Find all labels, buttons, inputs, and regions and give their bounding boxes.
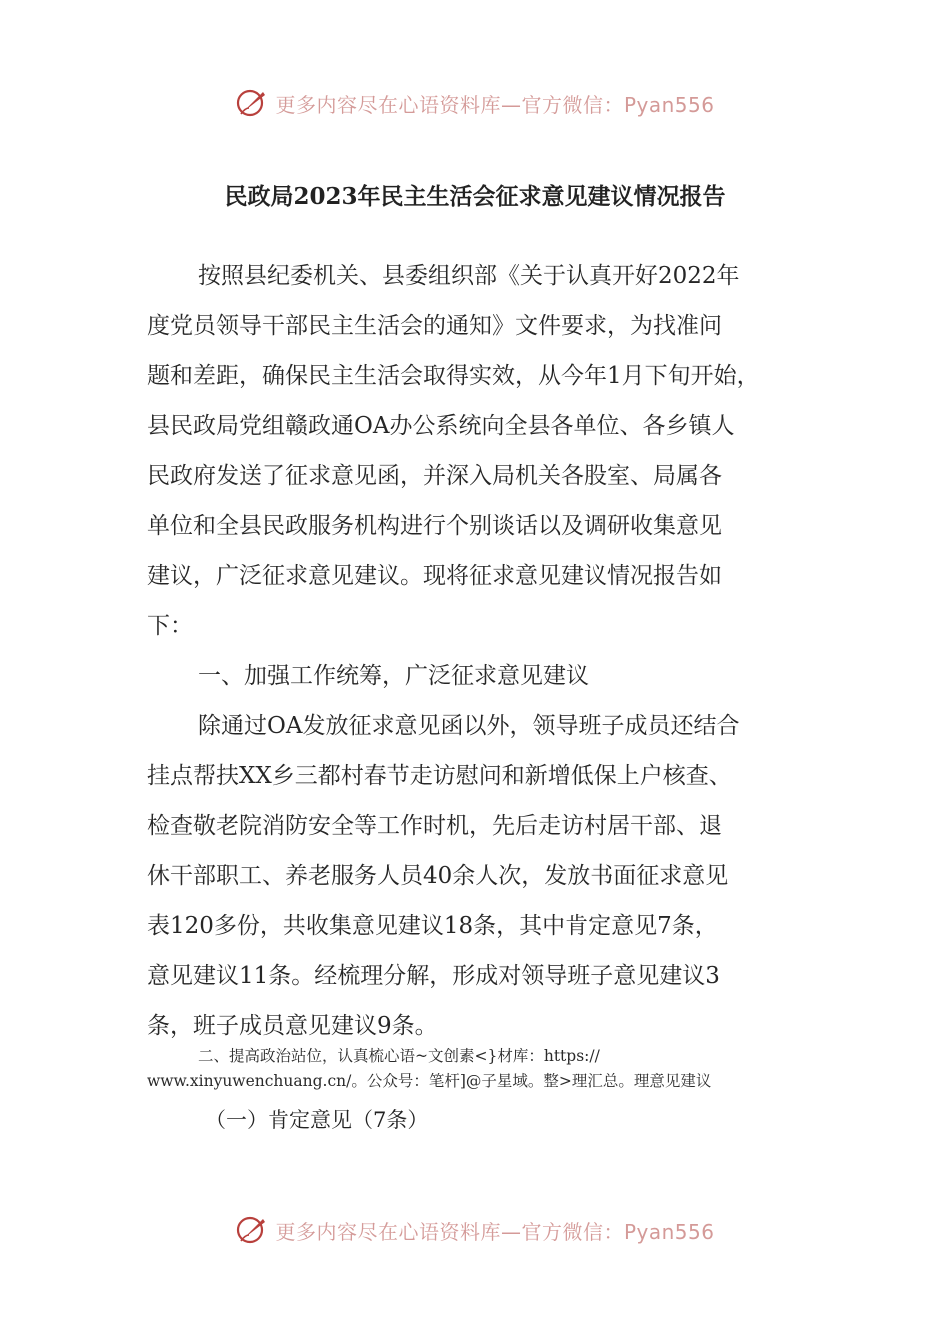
header-banner-text: 更多内容尽在心语资料库—官方微信：Pyan556 [275,92,715,117]
intro-line: 单位和全县民政服务机构进行个别谈话以及调研收集意见 [147,513,722,539]
section1-heading: 一、加强工作统筹，广泛征求意见建议 [198,663,589,689]
footer-banner-text: 更多内容尽在心语资料库—官方微信：Pyan556 [275,1219,715,1244]
section1-line: 除通过OA发放征求意见函以外，领导班子成员还结合 [198,713,740,739]
quill-logo-icon [235,86,269,120]
intro-line: 建议，广泛征求意见建议。现将征求意见建议情况报告如 [147,563,722,589]
section1-line: 检查敬老院消防安全等工作时机，先后走访村居干部、退 [147,813,722,839]
intro-line: 题和差距，确保民主生活会取得实效，从今年1月下旬开始， [147,363,760,389]
section1-line: 表120多份，共收集意见建议18条，其中肯定意见7条， [147,913,718,939]
section1-line: 休干部职工、养老服务人员40余人次，发放书面征求意见 [147,863,729,889]
section1-line: 意见建议11条。经梳理分解，形成对领导班子意见建议3 [147,963,720,989]
intro-line: 下： [147,613,193,639]
intro-line: 民政府发送了征求意见函，并深入局机关各股室、局属各 [147,463,722,489]
quill-logo-icon [235,1213,269,1247]
section1-line: 条，班子成员意见建议9条。 [147,1013,438,1039]
intro-line: 度党员领导干部民主生活会的通知》文件要求，为找准问 [147,313,722,339]
section2-heading-line: 二、提高政治站位，认真梳心语~文创素<}材库：https:// [198,1047,600,1065]
section1-line: 挂点帮扶XX乡三都村春节走访慰问和新增低保上户核查、 [147,763,732,789]
document-title: 民政局2023年民主生活会征求意见建议情况报告 [224,183,726,210]
header-banner [0,83,950,123]
subsection-heading: （一）肯定意见（7条） [205,1108,429,1132]
intro-line: 县民政局党组赣政通OA办公系统向全县各单位、各乡镇人 [147,413,735,439]
footer-banner [0,1210,950,1250]
intro-line: 按照县纪委机关、县委组织部《关于认真开好2022年 [198,263,740,289]
section2-heading-line: www.xinyuwenchuang.cn/。公众号：笔杆]@子星域。整>理汇总。理意见建议 [147,1072,712,1090]
